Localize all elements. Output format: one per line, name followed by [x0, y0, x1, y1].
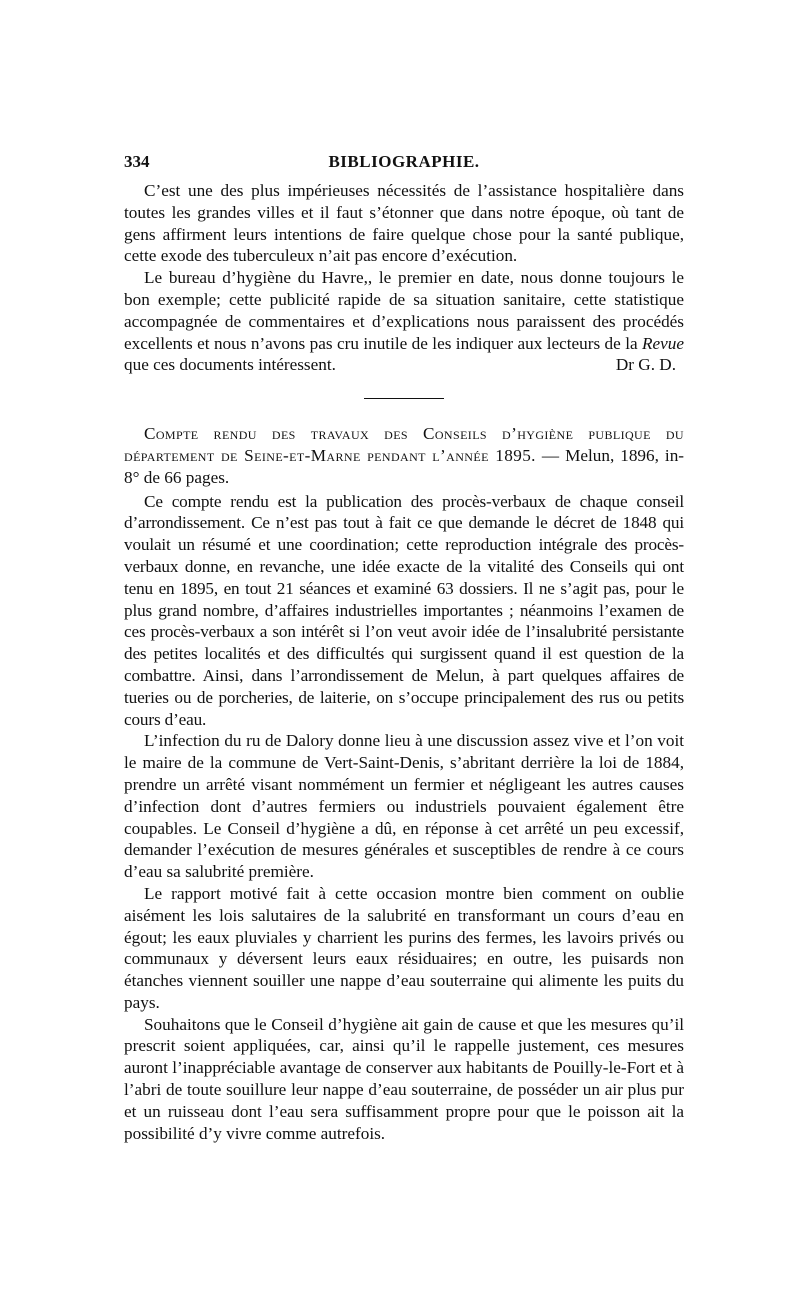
- page-number: 334: [124, 152, 150, 171]
- journal-title-italic: Revue: [642, 333, 684, 353]
- bibliography-entry-heading: [124, 423, 684, 488]
- running-head: [124, 152, 684, 180]
- paragraph: Souhaitons que le Conseil d’hygiène ait gain de cause et que les mesures qu’il prescrit soient appliquées, car, ainsi qu’il le rappelle justement, ces mesures auront l’inappréciable avantage de conserver aux habitants de Pouilly-le-Fort et à l’abri de toute souillure leur nappe d’eau souterraine, de posséder un air plus pur et un ruisseau dont l’eau sera suffisamment propre pour que le poisson ait la possibilité d’y vivre comme autrefois.: [124, 1014, 684, 1143]
- running-title: BIBLIOGRAPHIE.: [328, 152, 480, 171]
- paragraph: Le rapport motivé fait à cette occasion montre bien comment on oublie aisément les lois salutaires de la salubrité en transformant un cours d’eau en égout; les eaux pluviales y charrient les purins des fermes, les lavoirs privés ou communaux y déversent leurs eaux résiduaires; en outre, les puisards non étanches viennent souiller une nappe d’eau souterraine qui alimente les puits du pays.: [124, 883, 684, 1012]
- author-signature: Dr G. D.: [615, 355, 676, 375]
- paragraph-text: Le bureau d’hygiène du Havre,, le premier en date, nous donne toujours le bon exemple; cette publicité rapide de sa situation sanitaire, cette statistique accompagnée de commentaires et d’explications nous paraissent des procédés excellents et nous n’avons pas cru inutile de les indiquer aux lecteurs de la: [124, 268, 684, 353]
- paragraph: C’est une des plus impérieuses nécessités de l’assistance hospitalière dans toutes les grandes villes et il faut s’étonner que dans notre époque, où tant de gens affirment leurs intentions de faire quelque chose pour la santé publique, cette exode des tuberculeux n’ait pas encore d’exécution.: [124, 181, 684, 266]
- paragraph-text: que ces documents intéressent.: [124, 355, 336, 375]
- book-page: [124, 152, 684, 1144]
- section-divider: [364, 398, 444, 399]
- entry-title: Compte rendu des travaux des Conseils d’hygiène publique du département de Seine-et-Marne pendant l’année 1895.: [124, 424, 684, 465]
- paragraph: Ce compte rendu est la publication des procès-verbaux de chaque conseil d’arrondissement. Ce n’est pas tout à fait ce que demande le décret de 1848 qui voulait un résumé et une coordination; cette reproduction intégrale des procès-verbaux donne, en revanche, une idée exacte de la vitalité des Conseils qui ont tenu en 1895, en tout 21 séances et examiné 63 dossiers. Il ne s’agit pas, pour le plus grand nombre, d’affaires industrielles importantes ; néanmoins l’examen de ces procès-verbaux a son intérêt si l’on veut avoir idée de l’insalubrité persistante des petites localités et des difficultés qui surgissent quand il est question de la combattre. Ainsi, dans l’arrondissement de Melun, à part quelques affaires de tueries ou de porcheries, de laiterie, on s’occupe principalement des rus ou petits cours d’eau.: [124, 491, 684, 729]
- paragraph: L’infection du ru de Dalory donne lieu à une discussion assez vive et l’on voit le maire de la commune de Vert-Saint-Denis, s’abritant derrière la loi de 1884, prendre un arrêté visant nommément un fermier et négligeant les autres causes d’infection dont d’autres fermiers ou industriels pouvaient également être coupables. Le Conseil d’hygiène a dû, en réponse à cet arrêté un peu excessif, demander l’exécution de mesures générales et susceptibles de rendre à ce cours d’eau sa salubrité première.: [124, 731, 684, 882]
- paragraph: [124, 267, 684, 376]
- entry-publication-details: — Melun, 1896, in-8° de 66 pages.: [124, 445, 685, 487]
